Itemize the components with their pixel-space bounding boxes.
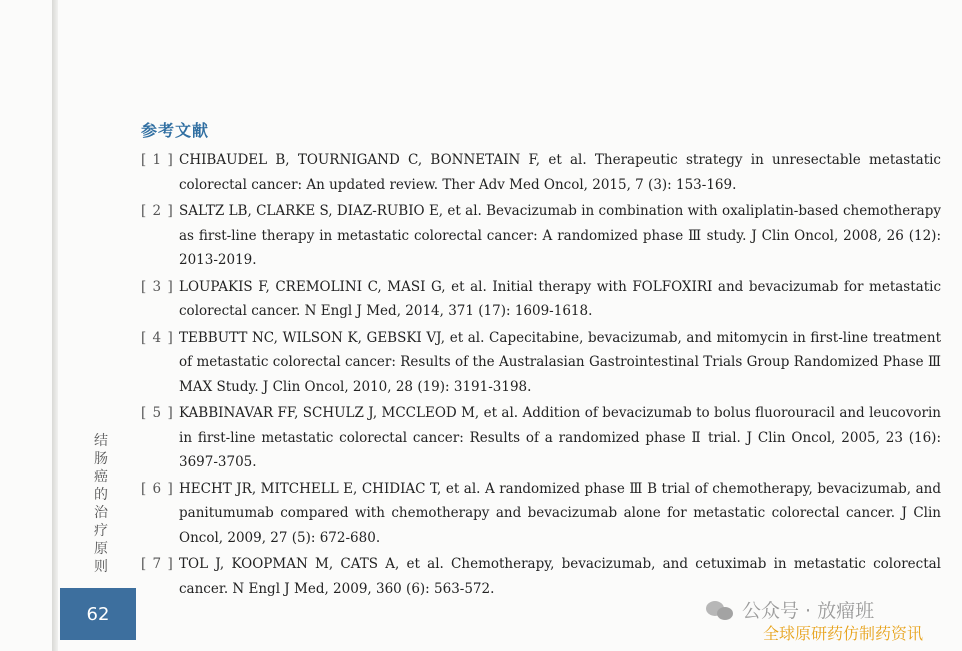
reference-number: [ 5 ] [141,405,174,421]
reference-number: [ 6 ] [141,480,174,497]
reference-list [141,148,941,603]
reference-text: TEBBUTT NC, WILSON K, GEBSKI VJ, et al. Capecitabine, bevacizumab, and mitomycin in first-line treatment of metastatic colorectal cancer: Results of the Australasian Gastrointestinal Trials Group Randomized Phase Ⅲ MAX Study. J Clin Oncol, 2010, 28 (19): 3191-3198. [179,329,941,395]
reference-number: [ 4 ] [141,329,174,346]
references-heading: 参考文献 [141,121,210,140]
reference-number: [ 3 ] [141,278,174,295]
page-number-tab [60,588,136,640]
reference-item [141,199,941,273]
reference-item [141,401,941,475]
wechat-watermark [706,596,874,623]
reference-number: [ 2 ] [141,203,174,219]
reference-text: LOUPAKIS F, CREMOLINI C, MASI G, et al. Initial therapy with FOLFOXIRI and bevacizumab for metastatic colorectal cancer. N Engl J Med, 2014, 371 (17): 1609-1618. [179,278,941,319]
reference-number: [ 1 ] [141,152,174,168]
chapter-side-title: 结肠癌的治疗原则 [94,433,108,575]
watermark-text: 公众号 · 放瘤班 [742,600,875,622]
reference-text: TOL J, KOOPMAN M, CATS A, et al. Chemotherapy, bevacizumab, and cetuximab in metastatic colorectal cancer. N Engl J Med, 2009, 360 (6): 563-572. [179,556,941,597]
reference-item [141,552,941,601]
reference-text: KABBINAVAR FF, SCHULZ J, MCCLEOD M, et al. Addition of bevacizumab to bolus fluorouracil and leucovorin in first-line metastatic colorectal cancer: Results of a randomized phase Ⅱ trial. J Clin Oncol, 2005, 23 (16): 3697-3705. [179,405,941,470]
reference-item [141,326,941,400]
reference-text: HECHT JR, MITCHELL E, CHIDIAC T, et al. A randomized phase Ⅲ B trial of chemotherapy, bevacizumab, and panitumumab compared with chemotherapy and bevacizumab alone for metastatic colorectal cancer. J Clin Oncol, 2009, 27 (5): 672-680. [179,480,941,546]
reference-item [141,148,941,197]
book-spine [52,0,58,651]
wechat-icon [706,599,734,621]
reference-item [141,275,941,324]
reference-number: [ 7 ] [141,556,174,572]
reference-item [141,477,941,551]
reference-text: CHIBAUDEL B, TOURNIGAND C, BONNETAIN F, et al. Therapeutic strategy in unresectable metastatic colorectal cancer: An updated review. Ther Adv Med Oncol, 2015, 7 (3): 153-169. [179,152,941,193]
page-number: 62 [86,603,110,625]
reference-text: SALTZ LB, CLARKE S, DIAZ-RUBIO E, et al. Bevacizumab in combination with oxaliplatin-based chemotherapy as first-line therapy in metastatic colorectal cancer: A randomized phase Ⅲ study. J Clin Oncol, 2008, 26 (12): 2013-2019. [179,203,941,268]
overlay-caption: 全球原研药仿制药资讯 [763,624,924,643]
